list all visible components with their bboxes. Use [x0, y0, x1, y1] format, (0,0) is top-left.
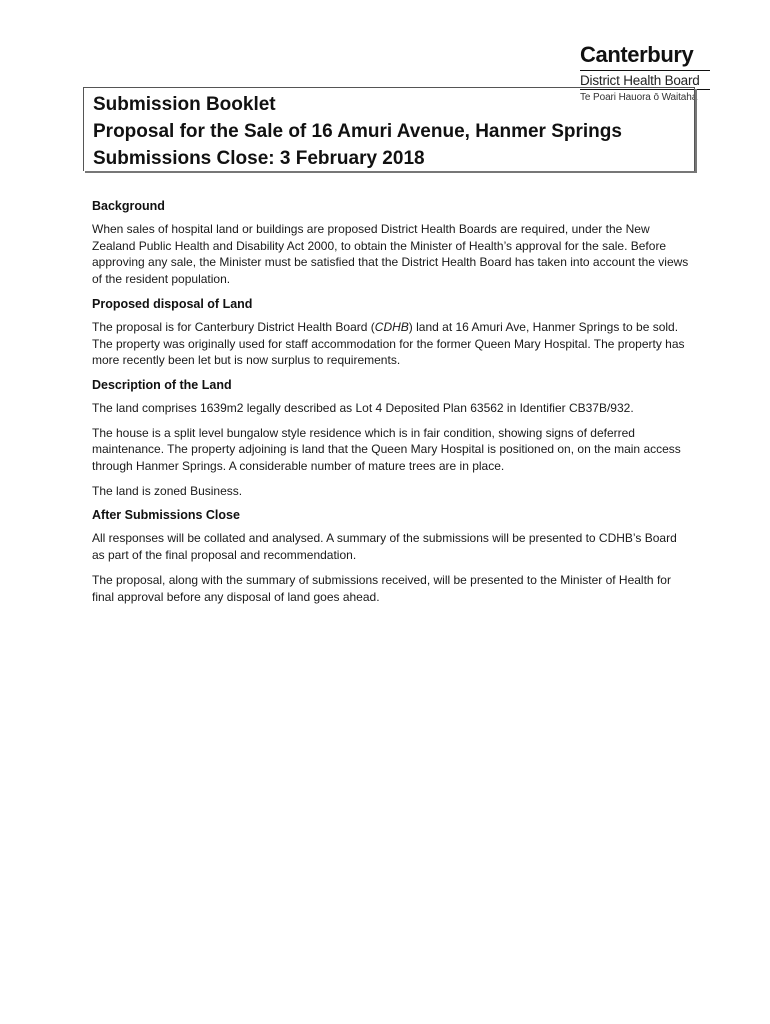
proposed-text-end: ) land at 16 Amuri Ave, Hanmer Springs to be sold. The property was originally used for staff accommodation for the former Queen Mary Hospital. The property has more recently been let but is now surplus to requirements. [92, 319, 685, 368]
logo-name: Canterbury [580, 42, 694, 67]
logo-subtitle: District Health Board [580, 70, 710, 90]
document-body [92, 198, 692, 613]
proposed-disposal-heading: Proposed disposal of Land [92, 296, 253, 311]
proposed-disposal-paragraph [92, 319, 692, 369]
background-section [92, 198, 692, 288]
after-submissions-paragraph-1: All responses will be collated and analysed. A summary of the submissions will be presented to CDHB’s Board as part of the final proposal and recommendation. [92, 531, 677, 563]
booklet-title: Submission Booklet [93, 94, 276, 115]
background-heading: Background [92, 199, 165, 213]
description-section [92, 377, 692, 500]
description-paragraph-3: The land is zoned Business. [92, 483, 243, 498]
after-submissions-heading: After Submissions Close [92, 508, 240, 523]
cdhb-abbreviation: CDHB [374, 319, 409, 334]
logo-tagline: Te Poari Hauora ō Waitaha [580, 92, 698, 103]
proposal-title: Proposal for the Sale of 16 Amuri Avenue, Hanmer Springs [93, 121, 622, 142]
submissions-close-date: Submissions Close: 3 February 2018 [93, 148, 425, 169]
description-heading: Description of the Land [92, 377, 232, 392]
title-block [83, 87, 695, 171]
after-submissions-section [92, 507, 692, 605]
proposed-disposal-section [92, 296, 692, 369]
background-paragraph: When sales of hospital land or buildings are proposed District Health Boards are required, under the New Zealand Public Health and Disability Act 2000, to obtain the Minister of Health’s approval for the sale. Before approving any sale, the Minister must be satisfied that the District Health Board has taken into account the views of the resident population. [92, 222, 689, 287]
description-paragraph-2: The house is a split level bungalow style residence which is in fair condition, showing signs of deferred maintenance. The property adjoining is land that the Queen Mary Hospital is positioned on, on the main access through Hanmer Springs. A considerable number of mature trees are in place. [92, 425, 681, 474]
proposed-text-start: The proposal is for Canterbury District Health Board ( [92, 319, 375, 334]
description-paragraph-1: The land comprises 1639m2 legally described as Lot 4 Deposited Plan 63562 in Identifier CB37B/932. [92, 400, 634, 415]
after-submissions-paragraph-2: The proposal, along with the summary of submissions received, will be presented to the Minister of Health for final approval before any disposal of land goes ahead. [92, 572, 671, 604]
